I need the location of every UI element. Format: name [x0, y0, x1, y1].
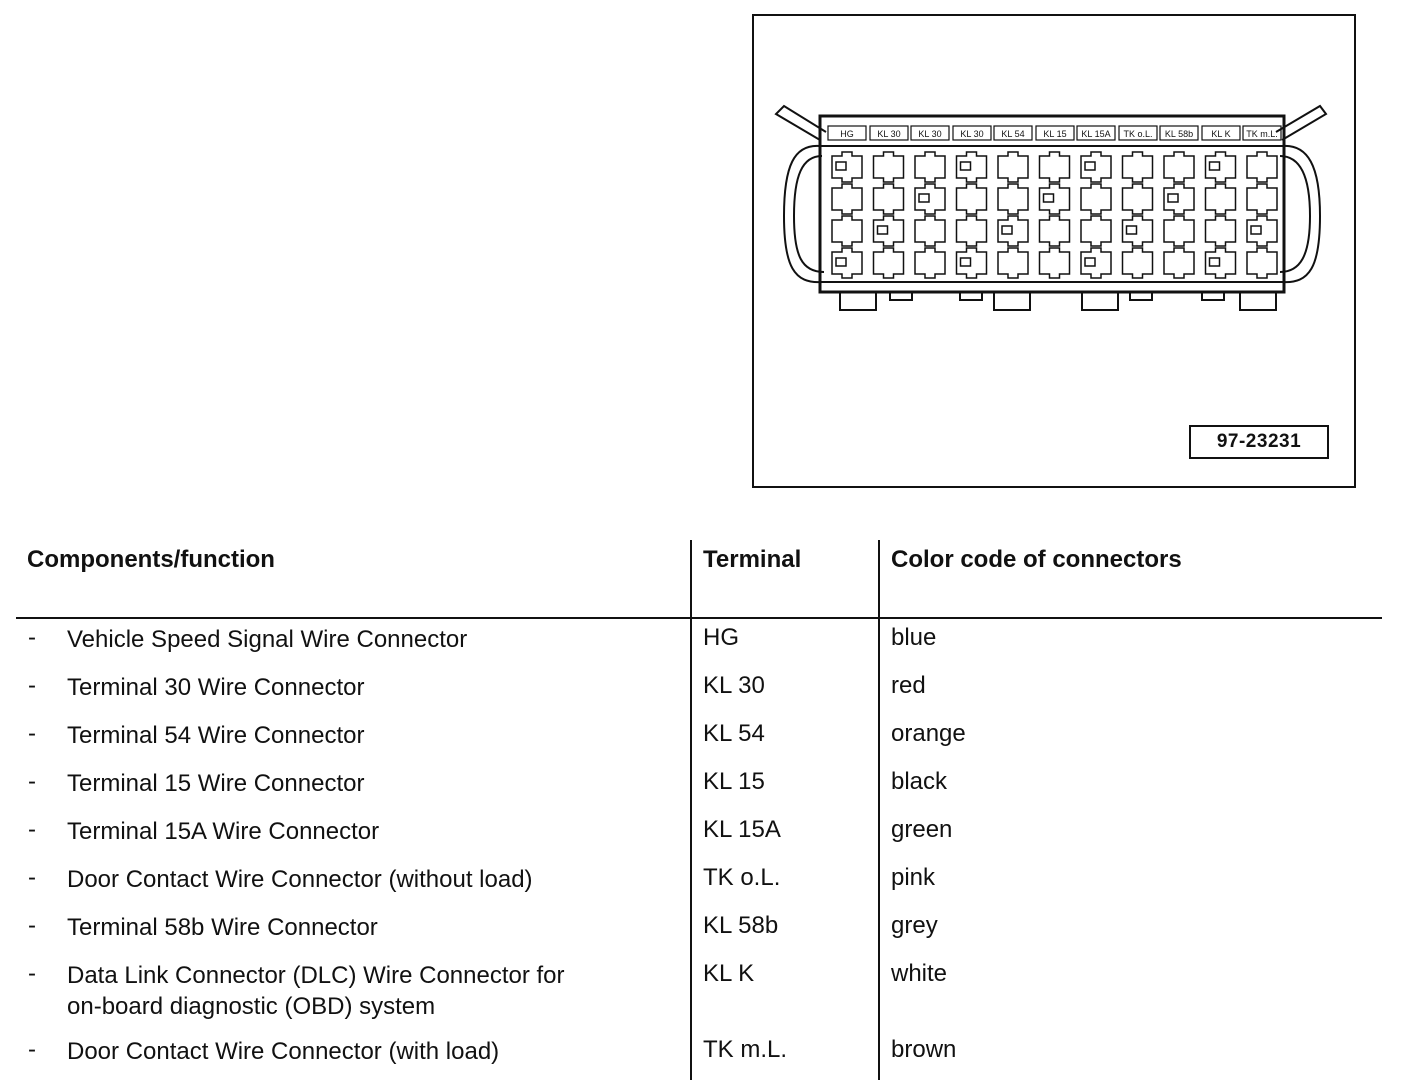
- foot-1: [840, 292, 876, 310]
- row-terminal: KL K: [703, 960, 755, 987]
- terminal-label-row: [828, 126, 1281, 140]
- connector-slot: [998, 248, 1028, 278]
- row-terminal: KL 15: [703, 768, 765, 795]
- figure-id-label: 97-23231: [1189, 425, 1329, 459]
- row-component: Door Contact Wire Connector (without load): [67, 866, 533, 893]
- terminal-label: KL 58b: [1164, 129, 1194, 139]
- terminal-label: KL 30: [877, 129, 901, 139]
- row-component: Door Contact Wire Connector (with load): [67, 1038, 500, 1065]
- row-component: Terminal 30 Wire Connector: [67, 674, 365, 701]
- header-color: Color code of connectors: [891, 546, 1182, 573]
- connector-slot: [1040, 216, 1070, 246]
- connector-latch: [836, 258, 846, 266]
- connector-slot: [1123, 248, 1153, 278]
- row-terminal: HG: [703, 624, 739, 651]
- connector-latch: [1127, 226, 1137, 234]
- row-component: Vehicle Speed Signal Wire Connector: [67, 626, 468, 653]
- row-color: grey: [891, 912, 938, 939]
- terminal-label: KL 30: [918, 129, 942, 139]
- connector-slot: [832, 184, 862, 214]
- connector-latch: [1168, 194, 1178, 202]
- connector-slot: [1164, 216, 1194, 246]
- row-component: Terminal 15 Wire Connector: [67, 770, 365, 797]
- terminal-label: KL K: [1211, 129, 1231, 139]
- connector-latch: [1085, 162, 1095, 170]
- connector-slot: [1081, 216, 1111, 246]
- terminal-label: HG: [840, 129, 854, 139]
- foot-4: [1240, 292, 1276, 310]
- connector-slot: [1164, 248, 1194, 278]
- connector-slot: [832, 216, 862, 246]
- connector-slot: [874, 248, 904, 278]
- connector-slot: [1164, 152, 1194, 182]
- connector-slot: [1040, 248, 1070, 278]
- connector-slot: [874, 152, 904, 182]
- connector-slot: [915, 248, 945, 278]
- header-divider: [16, 617, 1382, 619]
- row-dash: -: [28, 768, 36, 795]
- row-dash: -: [28, 720, 36, 747]
- connector-latch: [1002, 226, 1012, 234]
- connector-slot: [1247, 152, 1277, 182]
- row-component: Terminal 15A Wire Connector: [67, 818, 380, 845]
- terminal-label: KL 54: [1001, 129, 1025, 139]
- row-color: brown: [891, 1036, 957, 1063]
- row-component: Terminal 58b Wire Connector: [67, 914, 378, 941]
- connector-latch: [1210, 162, 1220, 170]
- connector-latch: [1085, 258, 1095, 266]
- header-component: Components/function: [27, 546, 275, 573]
- row-component-line2: on-board diagnostic (OBD) system: [67, 993, 436, 1020]
- connector-latch: [1044, 194, 1054, 202]
- connector-slot: [957, 184, 987, 214]
- connector-slot: [1123, 184, 1153, 214]
- row-color: white: [891, 960, 948, 987]
- header-terminal: Terminal: [703, 546, 802, 573]
- row-component: Terminal 54 Wire Connector: [67, 722, 365, 749]
- connector-slot: [1206, 184, 1236, 214]
- row-color: black: [891, 768, 948, 795]
- connector-panel-diagram: [754, 16, 1354, 486]
- row-component: [67, 960, 667, 1022]
- row-color: red: [891, 672, 926, 699]
- connector-latch: [836, 162, 846, 170]
- terminal-label: KL 15: [1043, 129, 1067, 139]
- connector-slot: [1247, 248, 1277, 278]
- connector-latch: [961, 162, 971, 170]
- connector-slot: [1081, 184, 1111, 214]
- connector-slot: [1206, 216, 1236, 246]
- terminal-label: KL 15A: [1081, 129, 1111, 139]
- connector-latch: [878, 226, 888, 234]
- row-terminal: TK o.L.: [703, 864, 781, 891]
- connector-slot: [1123, 152, 1153, 182]
- row-dash: -: [28, 816, 36, 843]
- terminal-label: KL 30: [960, 129, 984, 139]
- connector-latch: [961, 258, 971, 266]
- row-terminal: KL 15A: [703, 816, 781, 843]
- connector-slot: [1247, 184, 1277, 214]
- row-dash: -: [28, 960, 36, 987]
- connector-slot: [915, 216, 945, 246]
- row-terminal: TK m.L.: [703, 1036, 788, 1063]
- connector-latch: [1251, 226, 1261, 234]
- row-color: orange: [891, 720, 966, 747]
- connector-latch: [919, 194, 929, 202]
- row-dash: -: [28, 624, 36, 651]
- connector-slot: [998, 184, 1028, 214]
- row-terminal: KL 54: [703, 720, 765, 747]
- row-terminal: KL 30: [703, 672, 765, 699]
- connector-slot: [874, 184, 904, 214]
- row-color: pink: [891, 864, 936, 891]
- row-color: blue: [891, 624, 937, 651]
- connector-panel-figure: [752, 14, 1356, 488]
- connector-slot: [957, 216, 987, 246]
- connector-slot: [1040, 152, 1070, 182]
- foot-2: [994, 292, 1030, 310]
- row-component-line1: Data Link Connector (DLC) Wire Connector for: [67, 962, 565, 989]
- terminal-label: TK m.L.: [1246, 129, 1278, 139]
- foot-3: [1082, 292, 1118, 310]
- connector-slots: [832, 152, 1277, 278]
- terminal-table: [16, 540, 1382, 1080]
- row-dash: -: [28, 864, 36, 891]
- column-divider: [878, 540, 880, 1080]
- row-dash: -: [28, 912, 36, 939]
- connector-slot: [998, 152, 1028, 182]
- column-divider: [690, 540, 692, 1080]
- connector-latch: [1210, 258, 1220, 266]
- row-dash: -: [28, 1036, 36, 1063]
- row-terminal: KL 58b: [703, 912, 779, 939]
- row-dash: -: [28, 672, 36, 699]
- terminal-label: TK o.L.: [1123, 129, 1153, 139]
- row-color: green: [891, 816, 953, 843]
- connector-slot: [915, 152, 945, 182]
